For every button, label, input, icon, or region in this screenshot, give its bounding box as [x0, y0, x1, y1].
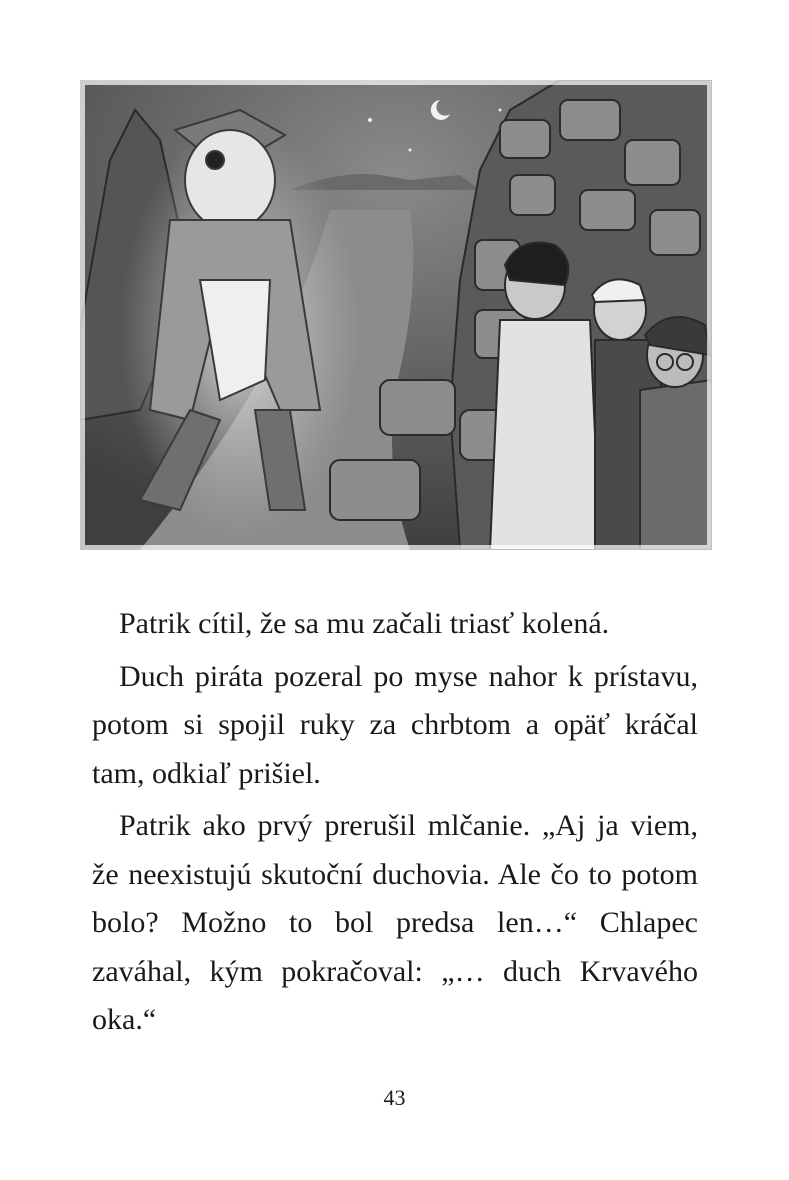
page-number: 43 — [383, 1085, 406, 1110]
body-text — [92, 600, 698, 1049]
paragraph-3: Patrik ako prvý prerušil mlčanie. „Aj ja viem, že neexistujú skutoční duchovia. Ale čo to potom bolo? Možno to bol predsa len…“ Chlapec zaváhal, kým pokračoval: „… duch Krvavého oka.“ — [92, 809, 698, 1036]
paragraph-1: Patrik cítil, že sa mu začali triasť kolená. — [119, 607, 610, 640]
rock-block — [560, 100, 620, 140]
rock-block — [510, 175, 555, 215]
hoodie — [490, 320, 600, 550]
rock-block — [330, 460, 420, 520]
rock-block — [380, 380, 455, 435]
boy-glasses — [640, 317, 712, 550]
rock-block — [625, 140, 680, 185]
star — [368, 118, 372, 122]
rock-block — [580, 190, 635, 230]
star — [409, 149, 412, 152]
pirate-beard — [185, 130, 275, 230]
rock-block — [650, 210, 700, 255]
eye-patch-icon — [206, 151, 224, 169]
chapter-illustration — [80, 80, 712, 550]
rock-block — [500, 120, 550, 158]
jacket — [640, 380, 712, 550]
paragraph-2: Duch piráta pozeral po myse nahor k prístavu, potom si spojil ruky za chrbtom a opäť kráčal tam, odkiaľ prišiel. — [92, 659, 698, 790]
star — [499, 109, 502, 112]
